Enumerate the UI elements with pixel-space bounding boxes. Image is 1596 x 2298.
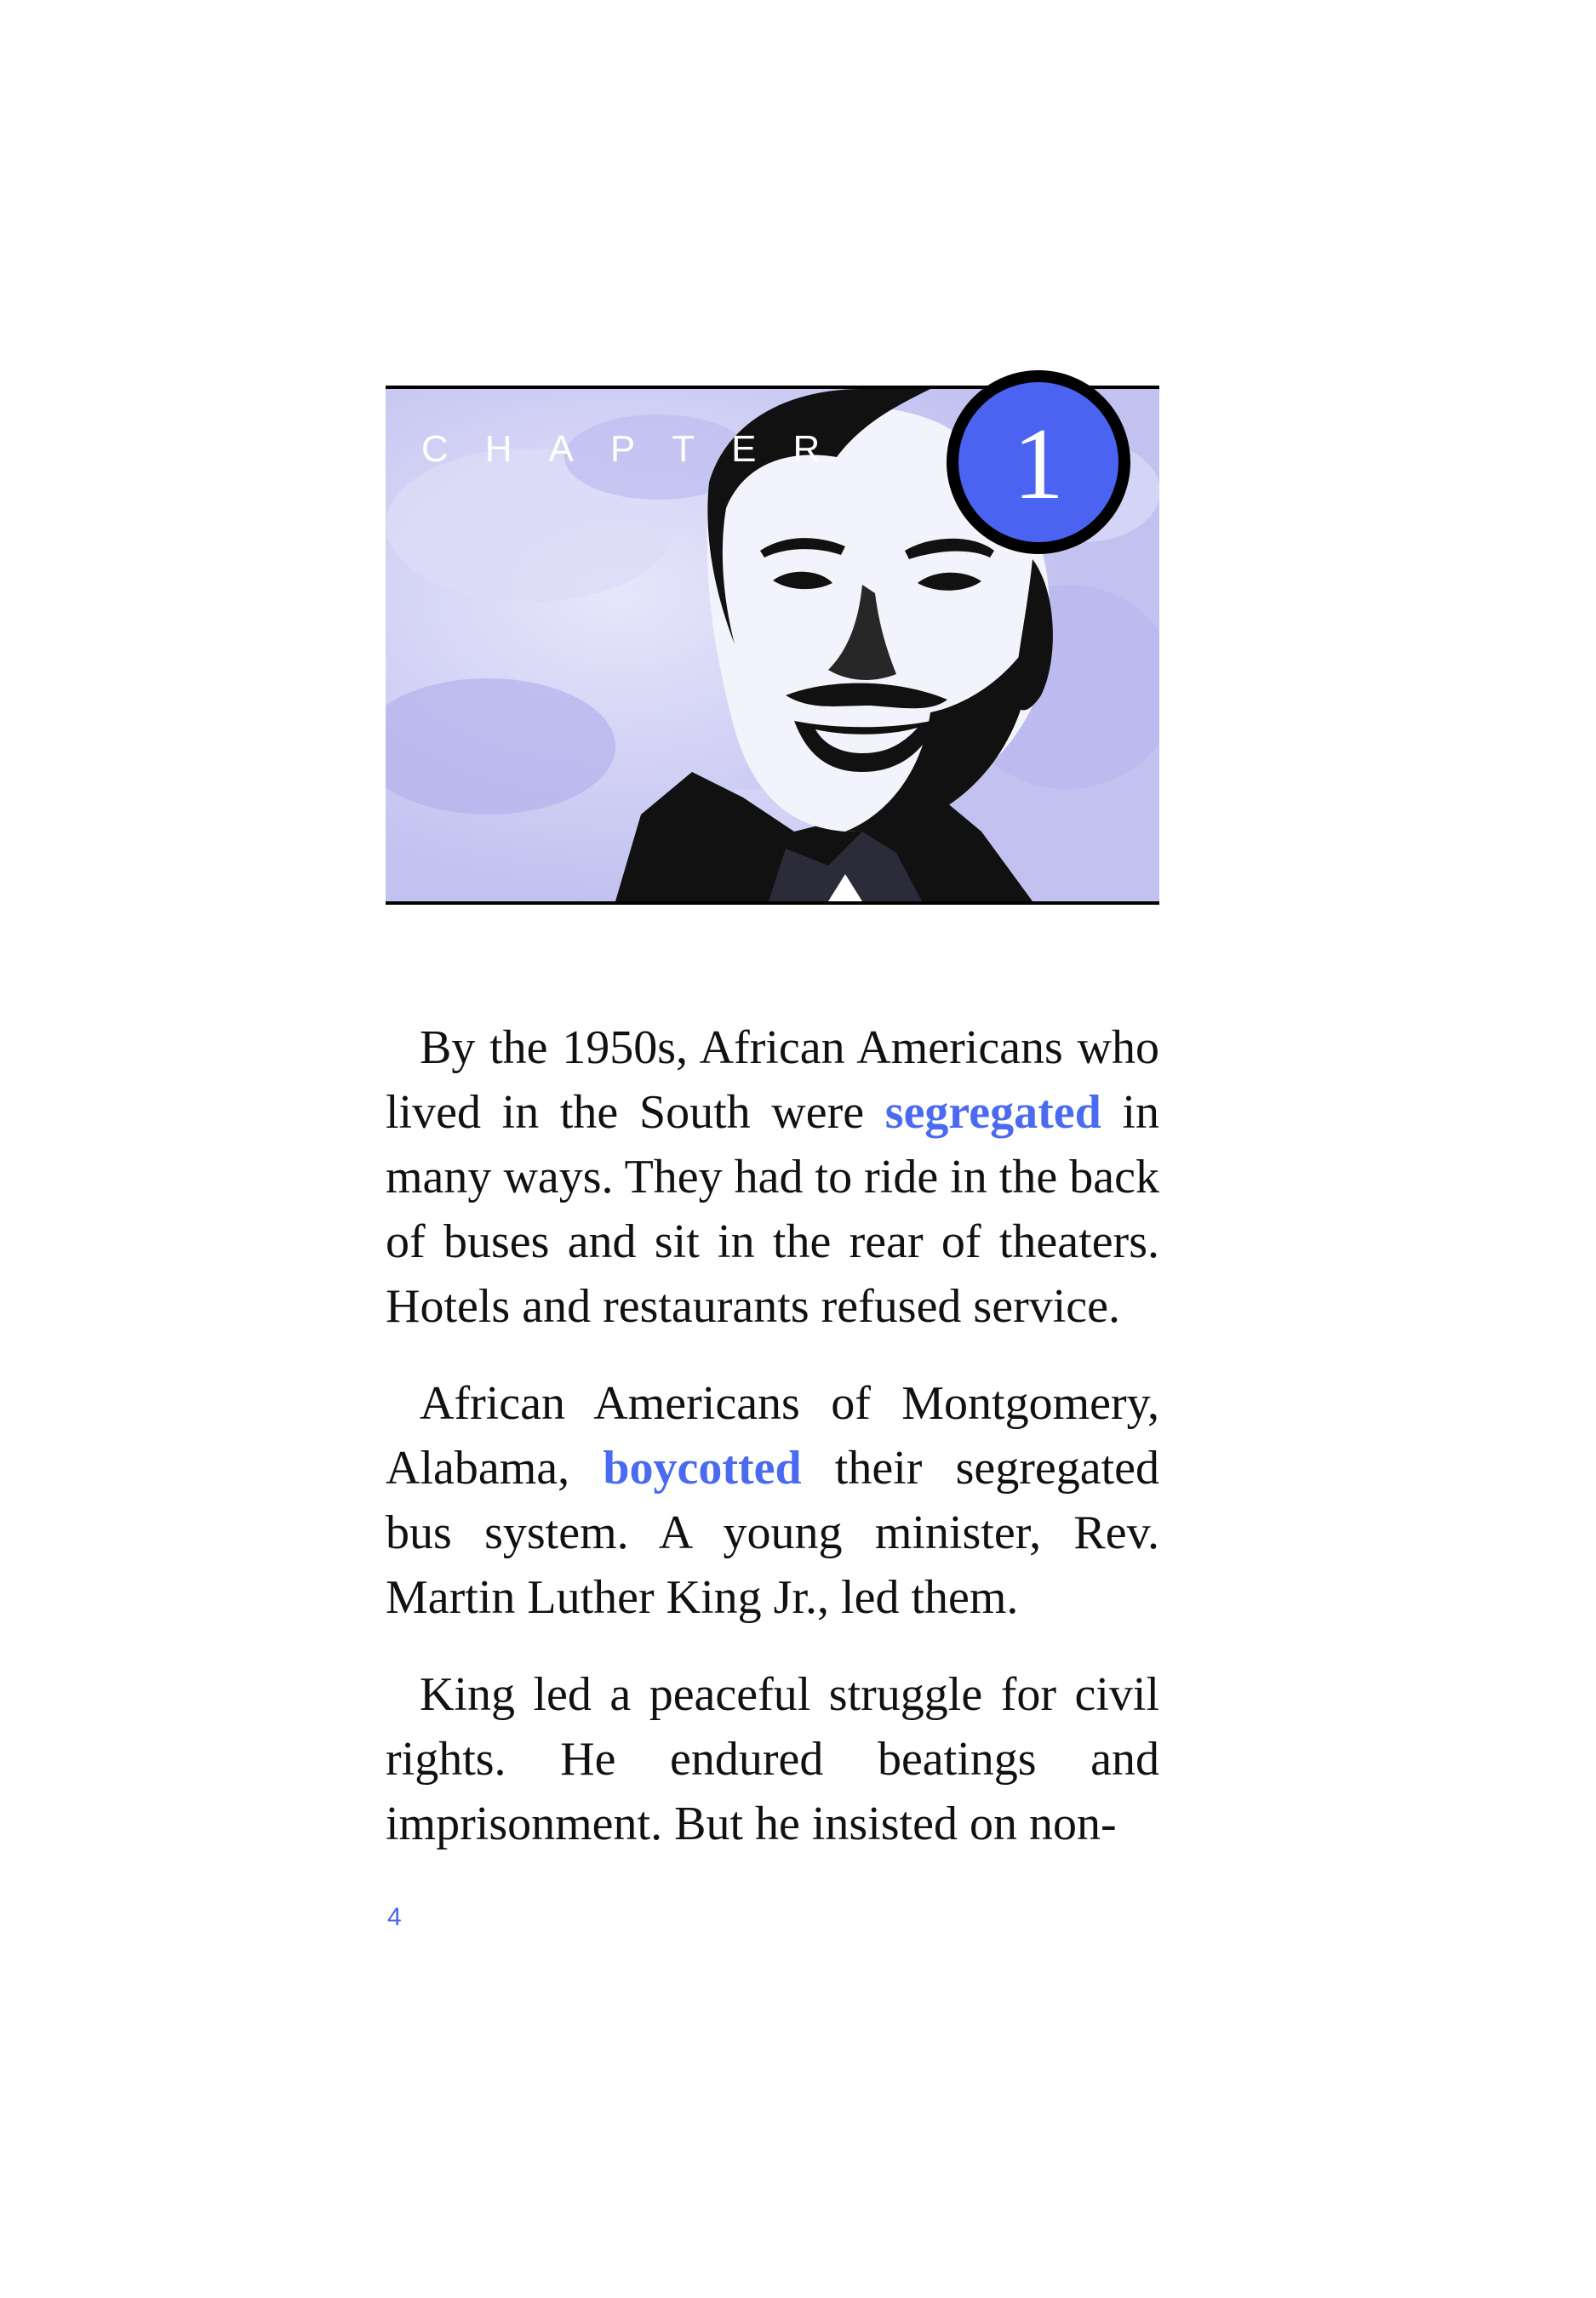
paragraph-text: King led a peaceful struggle for civil rights. He endured beatings and imprisonment. But he insisted on non- bbox=[386, 1668, 1159, 1850]
paragraph-text: By the 1950s, African Americans who lived in the South were bbox=[386, 1021, 1159, 1139]
paragraph-2 bbox=[386, 1371, 1159, 1630]
paragraph-1 bbox=[386, 1015, 1159, 1339]
paragraph-text: their segregated bus system. A young minister, Rev. Martin Luther King Jr., led them. bbox=[386, 1442, 1160, 1624]
chapter-number-badge bbox=[947, 370, 1130, 554]
paragraph-3 bbox=[386, 1662, 1159, 1856]
chapter-banner bbox=[386, 386, 1159, 905]
chapter-label: CHAPTER bbox=[421, 428, 857, 470]
vocabulary-term-boycotted: boycotted bbox=[603, 1442, 802, 1495]
body-text bbox=[386, 1015, 1159, 1889]
page-number: 4 bbox=[387, 1903, 402, 1931]
vocabulary-term-segregated: segregated bbox=[884, 1086, 1101, 1139]
paragraph-text: African Americans of Montgomery, Alabama, bbox=[386, 1377, 1159, 1495]
chapter-number: 1 bbox=[1013, 407, 1064, 520]
paragraph-text: in many ways. They had to ride in the back of buses and sit in the rear of theaters. Hotels and restaurants refused service. bbox=[386, 1086, 1160, 1333]
